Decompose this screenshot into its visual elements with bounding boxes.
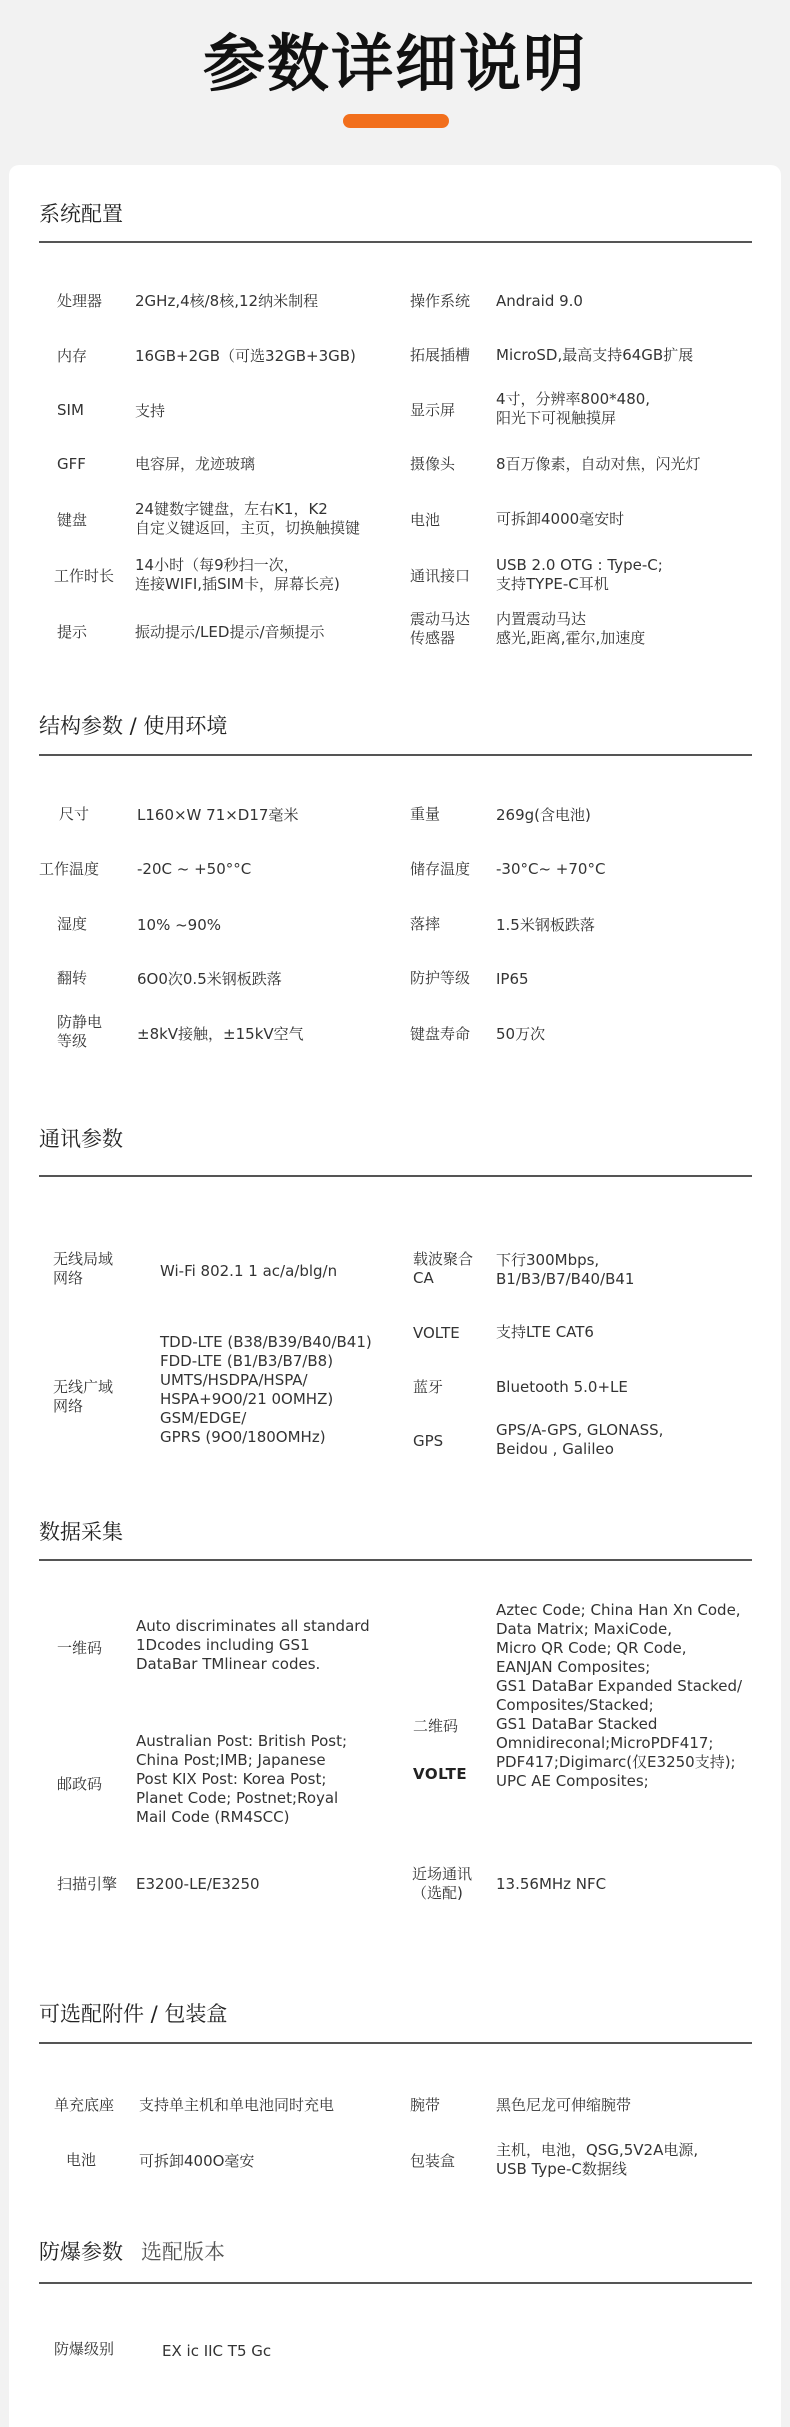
explosion-grade-label: 防爆级别 (54, 2340, 115, 2358)
nfc-label: 近场通讯 （选配) (412, 1865, 473, 1902)
barcode1d-value: Auto discriminates all standard 1Dcodes including GS1 DataBar TMlinear codes. (136, 1617, 370, 1673)
os-value: Andraid 9.0 (496, 292, 583, 310)
keyboard-label: 键盘 (57, 511, 88, 529)
alert-value: 振动提示/LED提示/音频提示 (135, 623, 325, 641)
barcode2d-label: 二维码 (413, 1717, 459, 1735)
wlan-value: Wi-Fi 802.1 1 ac/a/blg/n (160, 1262, 338, 1280)
weight-value: 269g(含电池) (496, 806, 591, 824)
nfc-value: 13.56MHz NFC (496, 1875, 607, 1893)
explosion-grade-value: EX ic IIC T5 Gc (162, 2342, 272, 2360)
drop-label: 落摔 (410, 915, 441, 933)
wlan-label: 无线局域 网络 (53, 1250, 114, 1287)
section-title-capture: 数据采集 (39, 1520, 123, 1544)
os-label: 操作系统 (410, 292, 471, 310)
postal-value: Australian Post: British Post; China Post;IMB; Japanese Post KIX Post: Korea Post; Planet Code; Postnet;Royal Mail Code (RM4SCC) (136, 1732, 348, 1826)
keyboard-value: 24键数字键盘，左右K1，K2 自定义键返回，主页，切换触摸键 (135, 500, 361, 537)
section-divider (39, 1175, 752, 1177)
battery-value: 可拆卸4000毫安时 (496, 510, 625, 528)
sim-label: SIM (57, 401, 84, 419)
esd-value: ±8kV接触，±15kV空气 (137, 1025, 304, 1043)
esd-label: 防静电 等级 (57, 1013, 103, 1050)
sttemp-value: -30°C~ +70°C (496, 860, 606, 878)
ca-value: 下行300Mbps, B1/B3/B7/B40/B41 (496, 1251, 635, 1288)
sttemp-label: 储存温度 (410, 860, 471, 878)
worktime-value: 14小时（每9秒扫一次， 连接WIFI,插SIM卡，屏幕长亮) (135, 556, 340, 593)
box-label: 包装盒 (410, 2152, 456, 2170)
display-label: 显示屏 (410, 401, 456, 419)
gff-value: 电容屏，龙迹玻璃 (135, 455, 256, 473)
spec-card (9, 165, 781, 2427)
worktime-label: 工作时长 (54, 567, 115, 585)
humidity-label: 湿度 (57, 915, 88, 933)
section-divider (39, 754, 752, 756)
bluetooth-label: 蓝牙 (413, 1378, 444, 1396)
optemp-label: 工作温度 (39, 860, 100, 878)
section-divider (39, 1559, 752, 1561)
barcode1d-label: 一维码 (57, 1639, 103, 1657)
ip-label: 防护等级 (410, 969, 471, 987)
engine-value: E3200-LE/E3250 (136, 1875, 260, 1893)
display-value: 4寸，分辨率800*480, 阳光下可视触摸屏 (496, 390, 651, 427)
accessory-battery-value: 可拆卸400O毫安 (139, 2152, 255, 2170)
slot-value: MicroSD,最高支持64GB扩展 (496, 346, 694, 364)
gff-label: GFF (57, 455, 86, 473)
memory-label: 内存 (57, 347, 88, 365)
page-title: 参数详细说明 (202, 27, 587, 100)
keylife-value: 50万次 (496, 1025, 546, 1043)
wwan-value: TDD-LTE (B38/B39/B40/B41) FDD-LTE (B1/B3/B7/B8) UMTS/HSDPA/HSPA/ HSPA+9O0/21 0OMHZ) GSM/EDGE/ GPRS (9O0/180OMHz) (160, 1333, 372, 1446)
box-value: 主机，电池，QSG,5V2A电源, USB Type-C数据线 (496, 2141, 699, 2178)
drop-value: 1.5米钢板跌落 (496, 916, 595, 934)
title-accent-bar (343, 114, 449, 128)
section-subtitle-explosion: 选配版本 (141, 2240, 225, 2264)
alert-label: 提示 (57, 623, 88, 641)
accessory-battery-label: 电池 (66, 2151, 97, 2169)
section-divider (39, 2042, 752, 2044)
section-title-system: 系统配置 (39, 202, 123, 226)
battery-label: 电池 (410, 511, 441, 529)
volte-label: VOLTE (413, 1324, 460, 1342)
gps-label: GPS (413, 1432, 444, 1450)
port-label: 通讯接口 (410, 567, 471, 585)
section-divider (39, 2282, 752, 2284)
processor-value: 2GHz,4核/8核,12纳米制程 (135, 292, 319, 310)
wwan-label: 无线广域 网络 (53, 1378, 114, 1415)
volte-value: 支持LTE CAT6 (496, 1323, 594, 1341)
strap-label: 腕带 (410, 2096, 441, 2114)
ip-value: IP65 (496, 970, 529, 988)
tumble-label: 翻转 (57, 969, 88, 987)
cradle-label: 单充底座 (54, 2096, 115, 2114)
camera-label: 摄像头 (410, 455, 456, 473)
sensor-value: 内置震动马达 感光,距离,霍尔,加速度 (496, 610, 646, 647)
section-title-structure: 结构参数 / 使用环境 (39, 714, 228, 738)
section-title-accessory: 可选配附件 / 包装盒 (39, 2002, 228, 2026)
memory-value: 16GB+2GB（可选32GB+3GB) (135, 347, 356, 365)
sim-value: 支持 (135, 402, 166, 420)
page-header (0, 0, 790, 165)
port-value: USB 2.0 OTG : Type-C; 支持TYPE-C耳机 (496, 556, 663, 593)
humidity-value: 10% ~90% (137, 916, 222, 934)
optemp-value: -20C ~ +50°°C (137, 860, 252, 878)
section-title-explosion-text: 防爆参数 (39, 2240, 123, 2264)
keylife-label: 键盘寿命 (410, 1025, 471, 1043)
section-divider (39, 241, 752, 243)
section-title-explosion (39, 2237, 225, 2267)
weight-label: 重量 (410, 805, 441, 823)
sensor-label: 震动马达 传感器 (410, 610, 471, 647)
processor-label: 处理器 (57, 292, 103, 310)
size-value: L160×W 71×D17毫米 (137, 806, 299, 824)
bluetooth-value: Bluetooth 5.0+LE (496, 1378, 628, 1396)
slot-label: 拓展插槽 (410, 346, 471, 364)
camera-value: 8百万像素，自动对焦，闪光灯 (496, 455, 701, 473)
barcode2d-value: Aztec Code; China Han Xn Code, Data Matrix; MaxiCode, Micro QR Code; QR Code, EANJAN Composites; GS1 DataBar Expanded Stacked/ Composites/Stacked; GS1 DataBar Stacked Omnidireconal;MicroPDF417; PDF417;Digimarc(仅E3250支持); UPC AE Composites; (496, 1601, 743, 1790)
cradle-value: 支持单主机和单电池同时充电 (139, 2096, 335, 2114)
strap-value: 黑色尼龙可伸缩腕带 (496, 2096, 632, 2114)
tumble-value: 6O0次0.5米钢板跌落 (137, 970, 282, 988)
engine-label: 扫描引擎 (57, 1875, 118, 1893)
volte-logo-icon: VOLTE (413, 1765, 468, 1783)
section-title-comm: 通讯参数 (39, 1127, 123, 1151)
size-label: 尺寸 (59, 805, 90, 823)
gps-value: GPS/A-GPS, GLONASS, Beidou , Galileo (496, 1421, 664, 1458)
ca-label: 载波聚合 CA (413, 1250, 474, 1287)
postal-label: 邮政码 (57, 1775, 103, 1793)
